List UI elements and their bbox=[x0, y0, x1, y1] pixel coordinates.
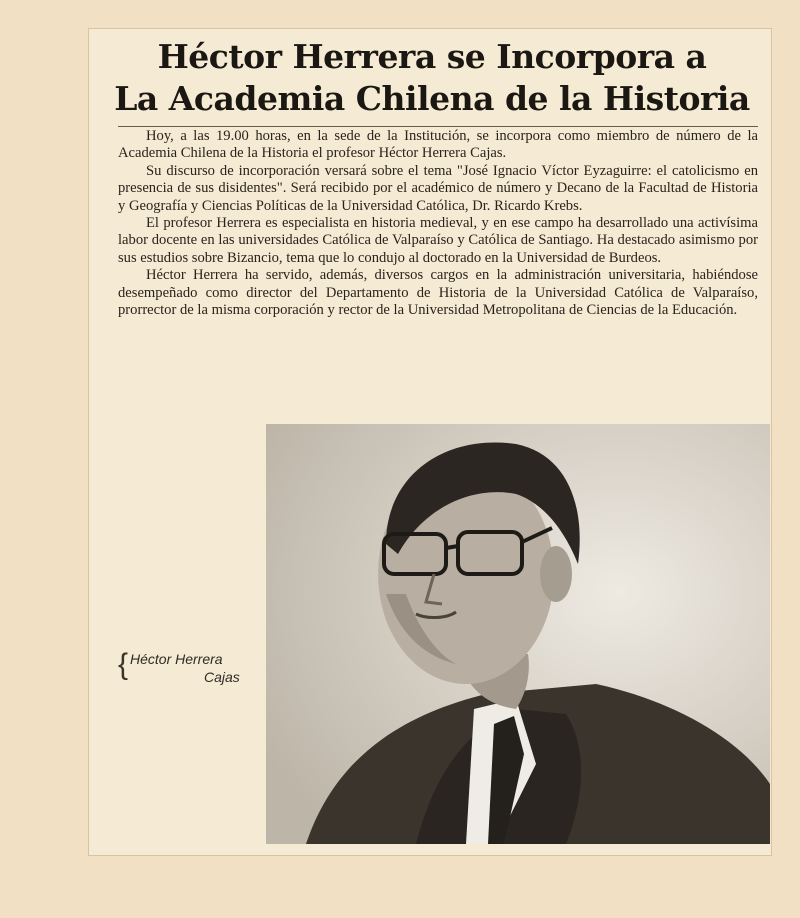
handwritten-source-note bbox=[0, 48, 6, 908]
headline-line-1: Héctor Herrera se Incorpora a bbox=[157, 37, 707, 76]
caption-brace-icon: { bbox=[118, 648, 129, 681]
portrait-photo bbox=[266, 424, 770, 844]
headline-divider bbox=[118, 126, 758, 127]
article-headline bbox=[112, 36, 752, 120]
article-paragraph: El profesor Herrera es especialista en historia medieval, y en ese campo ha desarrollado una activísima labor docente en las universidades Católica de Valparaíso y Católica de Santiago. Ha destacado asimismo por sus estudios sobre Bizancio, tema que lo condujo al doctorado en la Universidad de Burdeos. bbox=[118, 215, 758, 266]
headline-line-2: La Academia Chilena de la Historia bbox=[114, 79, 750, 118]
article-paragraph: Hoy, a las 19.00 horas, en la sede de la Institución, se incorpora como miembro de número de la Academia Chilena de la Historia el profesor Héctor Herrera Cajas. bbox=[118, 128, 758, 162]
photo-caption bbox=[118, 650, 258, 686]
portrait-illustration bbox=[266, 424, 770, 844]
caption-name: Héctor Herrera bbox=[130, 651, 223, 667]
article-paragraph: Héctor Herrera ha servido, además, diversos cargos en la administración universitaria, habiéndose desempeñado como director del Departamento de Historia de la Universidad Católica de Valparaíso, prorrector de la misma corporación y rector de la Universidad Metropolitana de Ciencias de la Educación. bbox=[118, 267, 758, 319]
caption-surname: Cajas bbox=[204, 669, 240, 685]
article-paragraph: Su discurso de incorporación versará sobre el tema "José Ignacio Víctor Eyzaguirre: el catolicismo en presencia de sus disidentes". Será recibido por el académico de número y Decano de la Facultad de Historia y Geografía y Ciencias Políticas de la Universidad Católica, Dr. Ricardo Krebs. bbox=[118, 162, 758, 214]
article-body bbox=[118, 128, 758, 319]
